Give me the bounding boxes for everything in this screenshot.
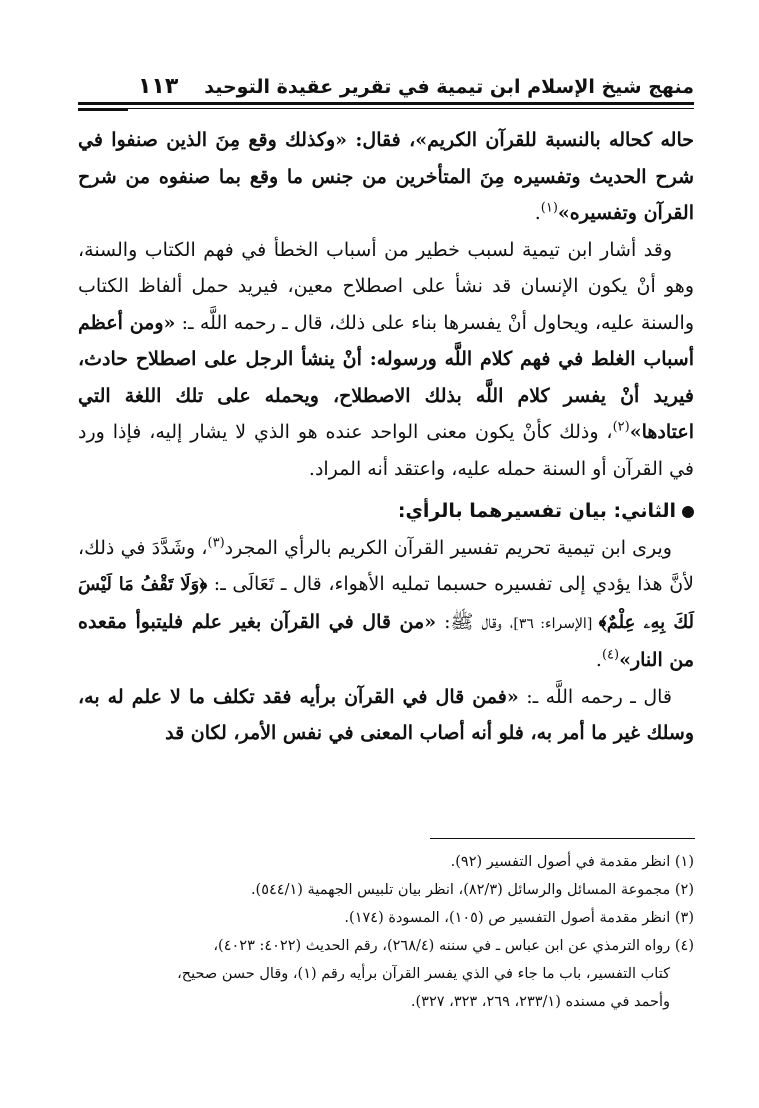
header-rule (78, 102, 694, 112)
footnote-3: (٣) انظر مقدمة أصول التفسير ص (١٠٥)، المسودة (١٧٤). (344, 910, 694, 926)
paragraph-4 (78, 679, 694, 752)
quote-4: «فمن قال في القرآن برأيه فقد تكلف ما لا علم له به، وسلك غير ما أمر به، فلو أنه أصاب المعنى في نفس الأمر، لكان قد (78, 685, 694, 744)
paragraph-3-text: ويرى ابن تيمية تحريم تفسير القرآن الكريم بالرأي المجرد (224, 536, 672, 559)
section-heading-text: الثاني: بيان تفسيرهما بالرأي: (397, 500, 676, 522)
paragraph-1: حاله كحاله بالنسبة للقرآن الكريم»، فقال: «وكذلك وقع مِنَ الذين صنفوا في شرح الحديث وتفسيره مِنَ المتأخرين من جنس ما وقع بما صنفوه من شرح القرآن وتفسيره»$^{(١)}$. (78, 129, 694, 224)
footnote-ref-2[interactable]: (٢) (612, 419, 630, 435)
footnote-ref-4[interactable]: (٤) (601, 647, 620, 663)
footnote-4-continued-2: وأحمد في مسنده (٢٣٣/١، ٢٦٩، ٣٢٣، ٣٢٧). (410, 994, 670, 1010)
quran-verse: ﴿وَلَا تَقْفُ مَا لَيْسَ لَكَ بِهِۦ عِلْمٌ﴾ (78, 574, 694, 633)
paragraph-1-lead: حاله كحاله بالنسبة للقرآن الكريم»، فقال: (347, 129, 694, 151)
paragraph-3: ويرى ابن تيمية تحريم تفسير القرآن الكريم بالرأي المجرد$^{(٣)}$، وشَدَّدَ في ذلك، لأنَّ هذا يؤدي إلى تفسيره حسبما تمليه الأهواء، قال ـ تَعَالَى ـ: ﴿وَلَا تَقْفُ مَا لَيْسَ لَكَ بِهِۦ عِلْمٌ﴾ [الإسراء: ٣٦]، وقال ﷺ: «من قال في القرآن بغير علم فليتبوأ مقعده من النار»$^{(٤)}$. (78, 535, 694, 671)
quote-1: «وكذلك وقع مِنَ الذين صنفوا في شرح الحديث وتفسيره مِنَ المتأخرين من جنس ما وقع بما صنفوه من شرح القرآن وتفسيره» (78, 129, 694, 224)
paragraph-2-tail: ، وذلك كأنْ يكون معنى الواحد عنده هو الذي لا يشار إليه، فإذا ورد في القرآن أو السنة حمله عليه، واعتقد أنه المراد. (78, 421, 694, 480)
paragraph-2 (78, 232, 694, 488)
paragraph-4-lead: قال ـ رحمه اللَّه ـ: (518, 685, 672, 708)
footnote-2: (٢) مجموعة المسائل والرسائل (٨٢/٣)، انظر بيان تلبيس الجهمية (٥٤٤/١). (250, 882, 694, 898)
footnotes (78, 848, 694, 1016)
section-heading (78, 493, 694, 530)
quote-2: «ومن أعظم أسباب الغلط في فهم كلام اللَّه ورسوله: أنْ ينشأ الرجل على اصطلاح حادث، فيريد أنْ يفسر كلام اللَّه بذلك الاصطلاح، ويحمله على تلك اللغة التي اعتادها» (78, 311, 694, 443)
footnote-1: (١) انظر مقدمة في أصول التفسير (٩٢). (450, 854, 694, 870)
verse-reference: [الإسراء: ٣٦] (513, 615, 599, 632)
main-text (78, 122, 694, 752)
footnote-4: (٤) رواه الترمذي عن ابن عباس ـ في سننه (٢٦٨/٤)، رقم الحديث (٤٠٢٢: ٤٠٢٣)، (213, 938, 694, 954)
footnote-ref-3[interactable]: (٣) (207, 535, 225, 551)
page-number: ١١٣ (138, 74, 179, 99)
bullet-icon (682, 506, 694, 518)
hadith-quote: «من قال في القرآن بغير علم فليتبوأ مقعده من النار» (78, 610, 694, 671)
paragraph-2-text: وقد أشار ابن تيمية لسبب خطير من أسباب الخطأ في فهم الكتاب والسنة، وهو أنْ يكون الإنسان قد نشأ على اصطلاح معين، فيريد حمل ألفاظ الكتاب والسنة عليه، ويحاول أنْ يفسرها بناء على ذلك، قال ـ رحمه اللَّه ـ: (78, 238, 694, 334)
running-header (78, 72, 694, 112)
footnote-separator (430, 838, 695, 839)
footnote-4-continued: كتاب التفسير، باب ما جاء في الذي يفسر القرآن برأيه رقم (١)، وقال حسن صحيح، (177, 966, 670, 982)
footnote-ref-1[interactable]: (١) (540, 200, 558, 216)
header-title: منهج شيخ الإسلام ابن تيمية في تقرير عقيدة التوحيد (204, 76, 694, 98)
